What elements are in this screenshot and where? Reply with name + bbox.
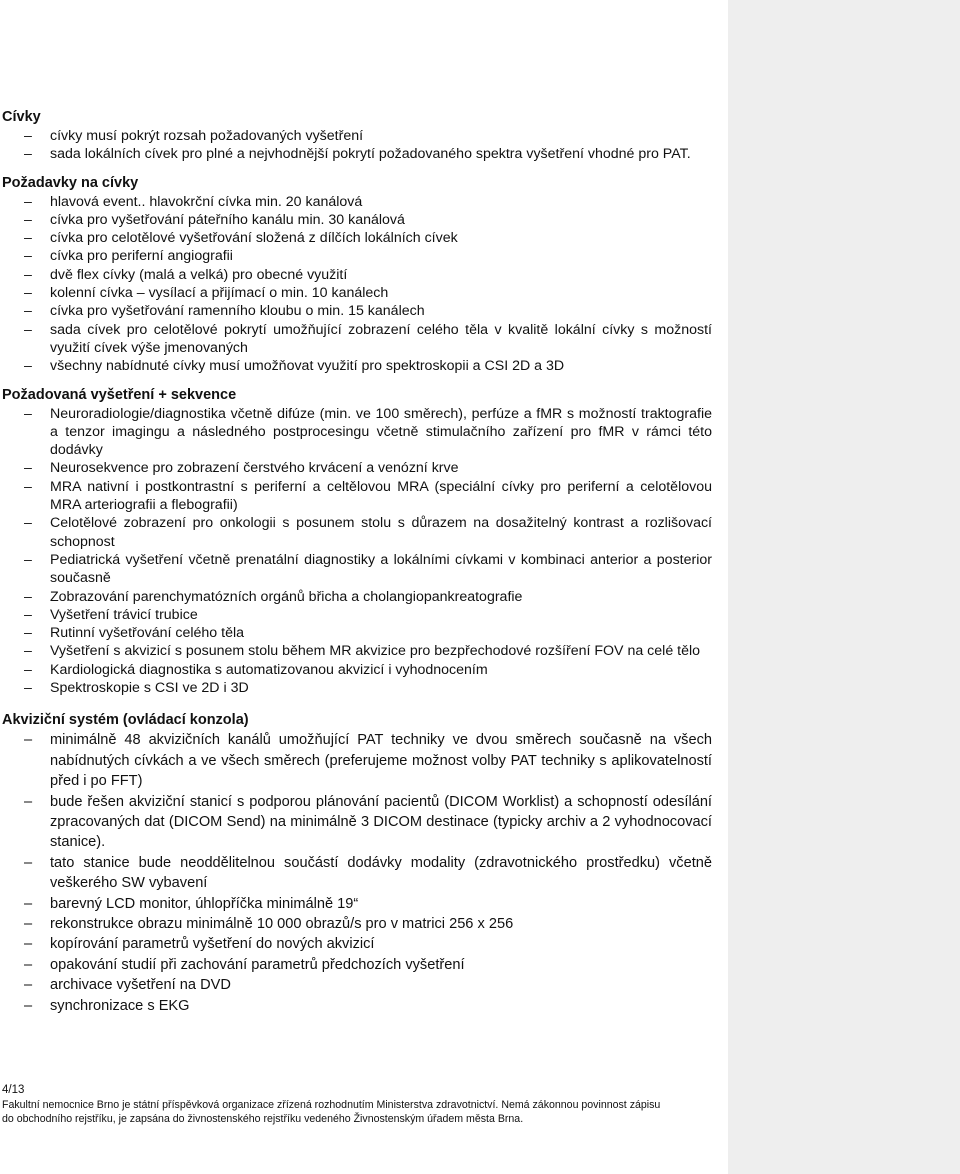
list-item: – cívka pro vyšetřování ramenního kloubu o min. 15 kanálech [0, 302, 712, 320]
document-page [0, 108, 712, 1016]
list-item: – bude řešen akviziční stanicí s podporou plánování pacientů (DICOM Worklist) a schopností odesílání zpracovaných dat (DICOM Send) na minimálně 3 DICOM destinace (typicky archiv a 2 vyhodnocovací stanice). [0, 792, 712, 853]
bullet-list [0, 193, 712, 376]
section-heading: Akviziční systém (ovládací konzola) [2, 712, 249, 729]
list-item: – Kardiologická diagnostika s automatizovanou akvizicí i vyhodnocením [0, 661, 712, 679]
list-item: – MRA nativní i postkontrastní s periferní a celtělovou MRA (speciální cívky pro periferní a celotělovou MRA arteriografii a flebografii) [0, 478, 712, 515]
list-item: – Vyšetření trávicí trubice [0, 606, 712, 624]
list-item: – Vyšetření s akvizicí s posunem stolu během MR akvizice pro bezpřechodové rozšíření FOV na celé tělo [0, 642, 712, 660]
section-vysetreni [0, 386, 712, 698]
list-item: – Zobrazování parenchymatózních orgánů břicha a cholangiopankreatografie [0, 588, 712, 606]
footer-line: Fakultní nemocnice Brno je státní příspěvková organizace zřízená rozhodnutím Ministerstva zdravotnictví. Nemá zákonnou povinnost zápisu [2, 1099, 661, 1111]
list-item: – cívka pro periferní angiografii [0, 247, 712, 265]
list-item: – opakování studií při zachování parametrů předchozích vyšetření [0, 955, 712, 975]
list-item: – Neurosekvence pro zobrazení čerstvého krvácení a venózní krve [0, 459, 712, 477]
section-civky [0, 108, 712, 164]
section-heading: Požadavky na cívky [2, 174, 139, 191]
list-item: – kopírování parametrů vyšetření do nových akvizicí [0, 934, 712, 954]
section-heading: Požadovaná vyšetření + sekvence [2, 386, 237, 403]
list-item: – synchronizace s EKG [0, 996, 712, 1016]
comment-margin-panel [728, 0, 960, 1174]
list-item: – archivace vyšetření na DVD [0, 975, 712, 995]
footer-line: do obchodního rejstříku, je zapsána do živnostenského rejstříku vedeného Živnostenským úřadem města Brna. [2, 1113, 524, 1125]
list-item: – všechny nabídnuté cívky musí umožňovat využití pro spektroskopii a CSI 2D a 3D [0, 357, 712, 375]
list-item: – hlavová event.. hlavokrční cívka min. 20 kanálová [0, 193, 712, 211]
list-item: – Pediatrická vyšetření včetně prenatální diagnostiky a lokálními cívkami v kombinaci anterior a posterior současně [0, 551, 712, 588]
section-pozadavky [0, 174, 712, 376]
list-item: – tato stanice bude neoddělitelnou součástí dodávky modality (zdravotnického prostředku) včetně veškerého SW vybavení [0, 853, 712, 894]
bullet-list [0, 405, 712, 698]
list-item: – cívka pro vyšetřování páteřního kanálu min. 30 kanálová [0, 211, 712, 229]
list-item: – Neuroradiologie/diagnostika včetně difúze (min. ve 100 směrech), perfúze a fMR s možností traktografie a tenzor imagingu a následného postprocesingu včetně stimulačního zařízení pro fMR v rámci této dodávky [0, 405, 712, 460]
bullet-list [0, 730, 712, 1016]
section-heading: Cívky [2, 109, 41, 125]
list-item: – barevný LCD monitor, úhlopříčka minimálně 19“ [0, 894, 712, 914]
list-item: – cívka pro celotělové vyšetřování složená z dílčích lokálních cívek [0, 229, 712, 247]
list-item: – Celotělové zobrazení pro onkologii s posunem stolu s důrazem na dosažitelný kontrast a rozlišovací schopnost [0, 514, 712, 551]
list-item: – rekonstrukce obrazu minimálně 10 000 obrazů/s pro v matrici 256 x 256 [0, 914, 712, 934]
list-item: – dvě flex cívky (malá a velká) pro obecné využití [0, 266, 712, 284]
list-item: – sada cívek pro celotělové pokrytí umožňující zobrazení celého těla v kvalitě lokální cívky s možností využití cívek výše jmenovaných [0, 321, 712, 358]
list-item: – Rutinní vyšetřování celého těla [0, 624, 712, 642]
list-item: – minimálně 48 akvizičních kanálů umožňující PAT techniky ve dvou směrech současně na všech nabídnutých cívkách a ve všech směrech (preferujeme možnost volby PAT techniky s aplikovatelností před i po FFT) [0, 730, 712, 791]
list-item: – Spektroskopie s CSI ve 2D i 3D [0, 679, 712, 697]
list-item: – cívky musí pokrýt rozsah požadovaných vyšetření [0, 127, 712, 145]
section-akvizicni [0, 711, 712, 1016]
list-item: – sada lokálních cívek pro plné a nejvhodnější pokrytí požadovaného spektra vyšetření vhodné pro PAT. [0, 145, 712, 163]
page-footer [2, 1083, 722, 1126]
bullet-list [0, 127, 712, 164]
page-number: 4/13 [2, 1084, 25, 1096]
list-item: – kolenní cívka – vysílací a přijímací o min. 10 kanálech [0, 284, 712, 302]
